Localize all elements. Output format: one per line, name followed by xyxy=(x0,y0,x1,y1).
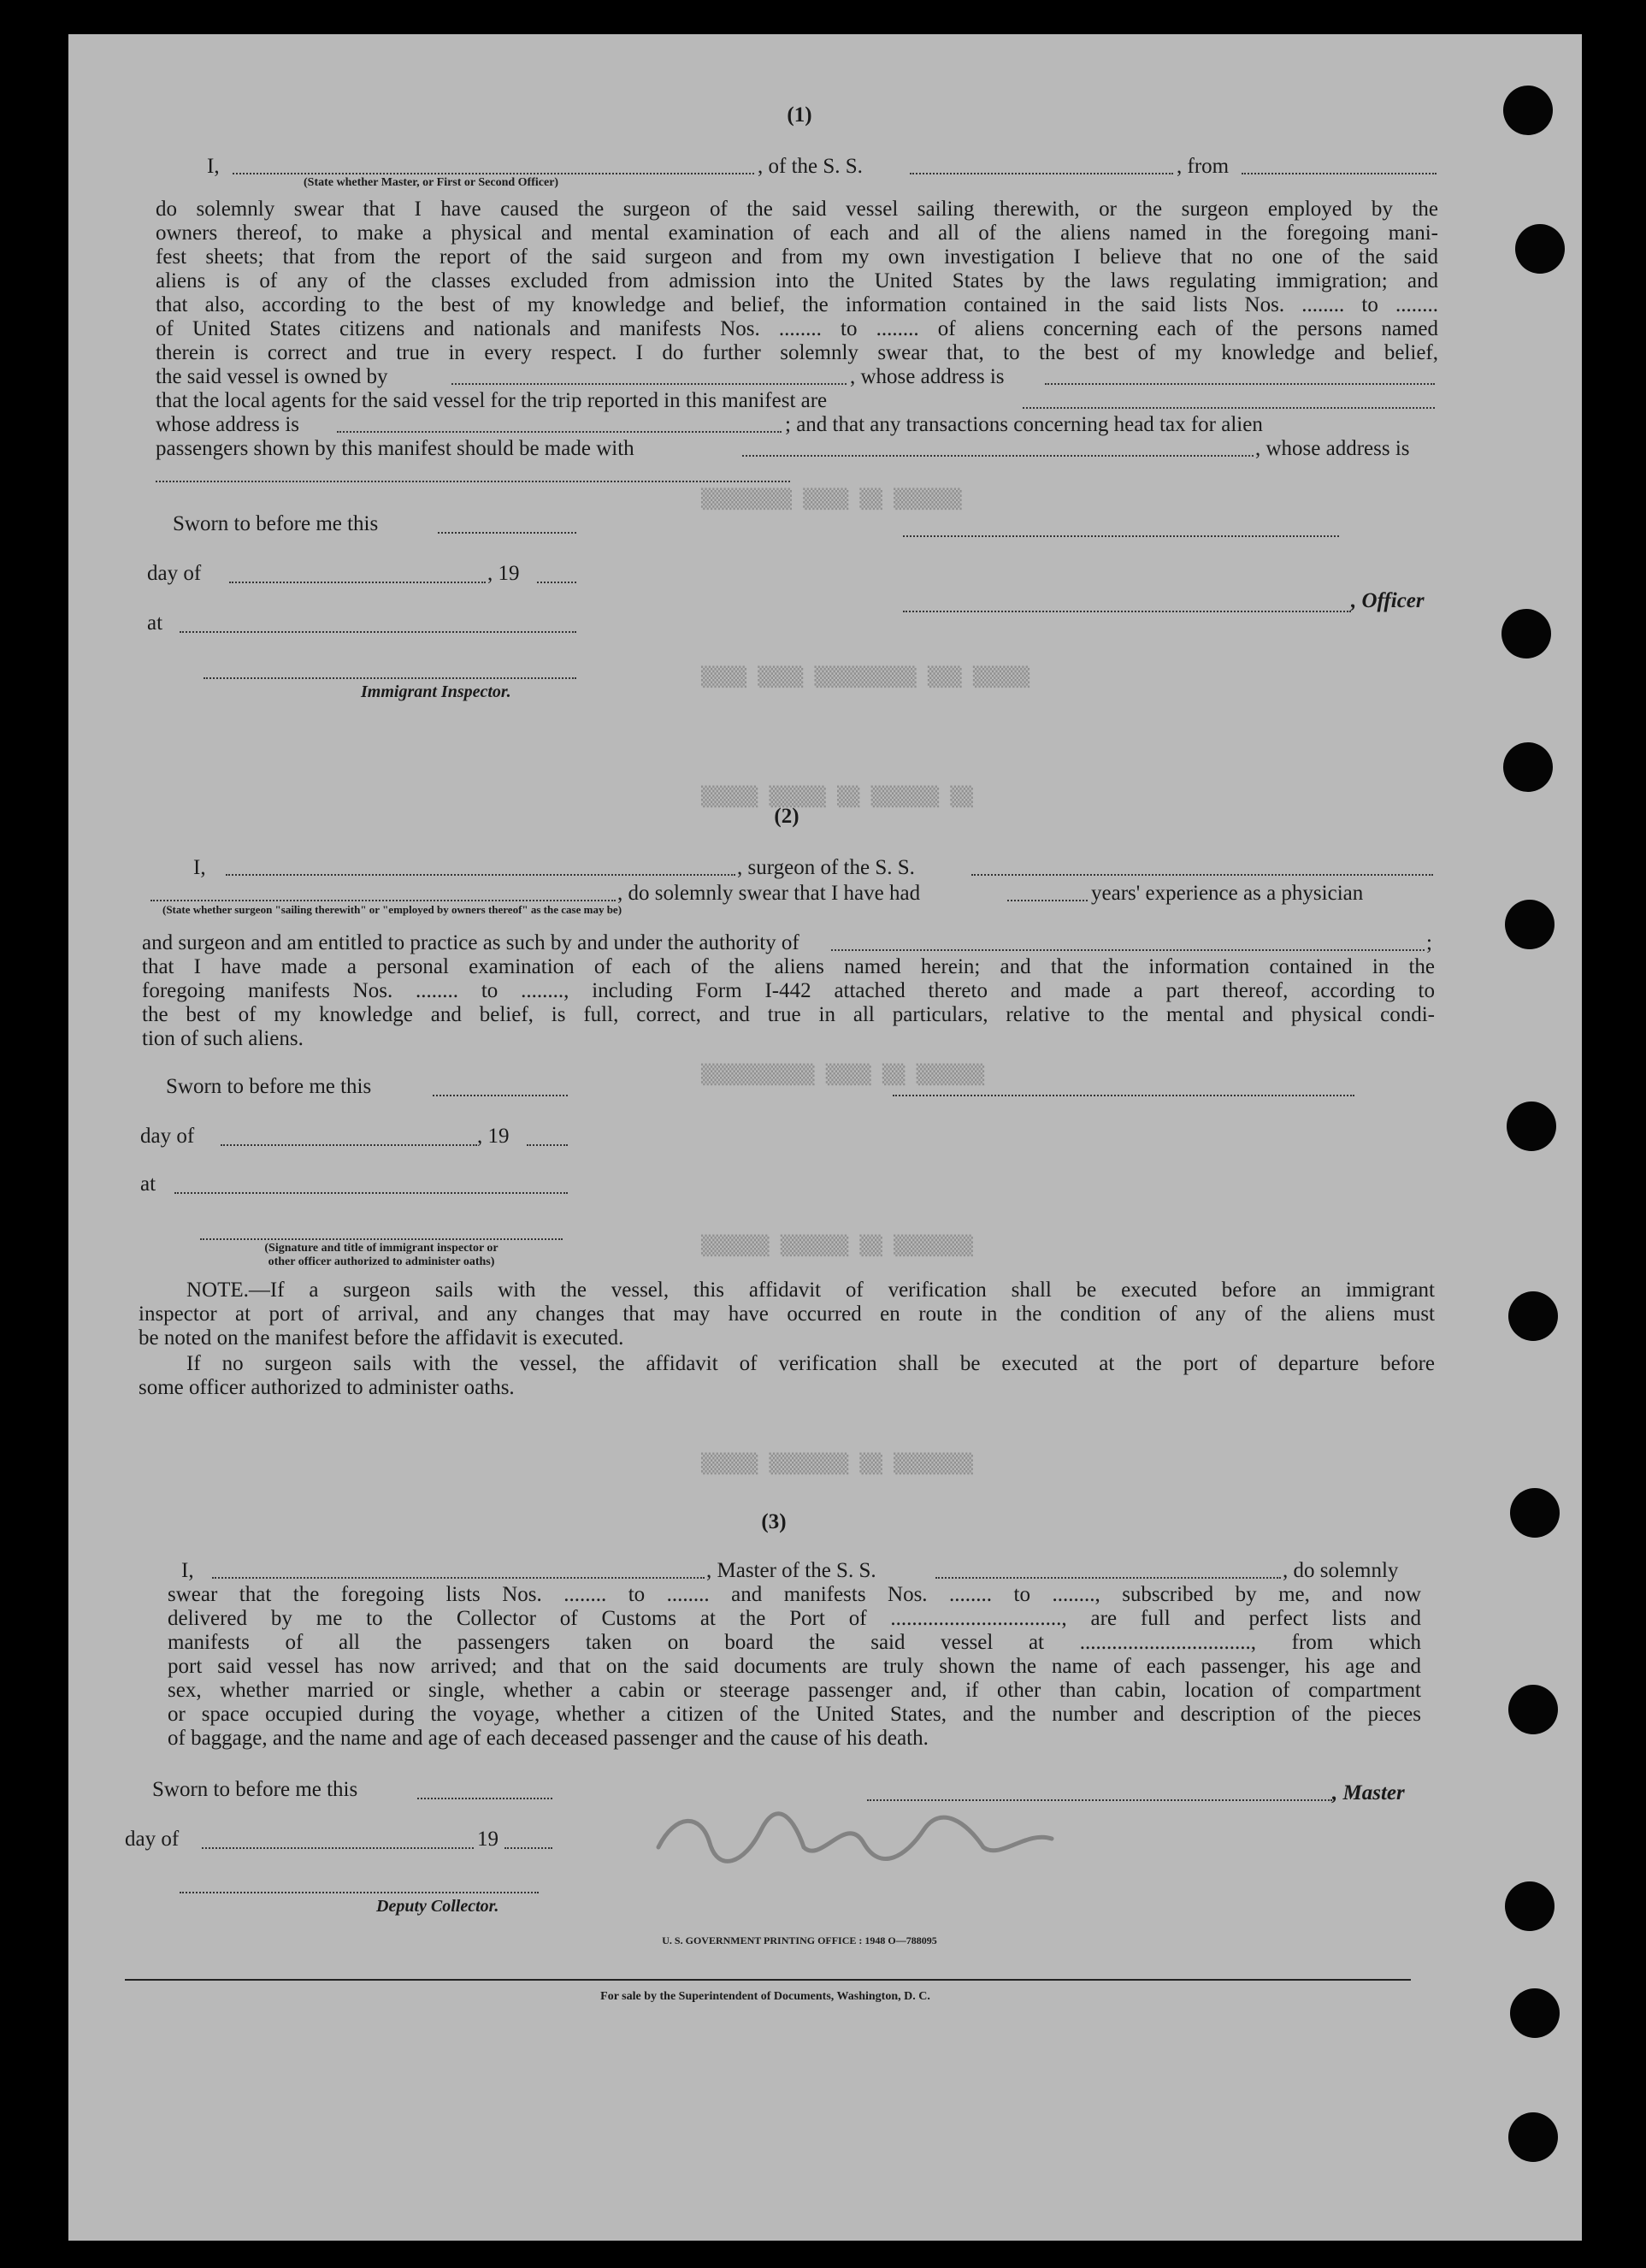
bleed-through: ▒▒▒▒▒▒▒▒ ▒▒▒▒ ▒▒ ▒▒▒▒▒▒ xyxy=(701,489,962,511)
punch-hole xyxy=(1507,1102,1556,1151)
punch-hole xyxy=(1505,1881,1555,1931)
note-line: inspector at port of arrival, and any changes that may have occurred en route in the condition of any of the aliens must xyxy=(139,1302,1435,1326)
sworn-label: Sworn to before me this xyxy=(166,1075,372,1098)
sworn-label: Sworn to before me this xyxy=(152,1778,358,1801)
section-1-heading: (1) xyxy=(787,103,812,127)
head-tax-address-blank[interactable] xyxy=(156,481,790,482)
year-prefix: , 19 xyxy=(487,562,520,585)
note-2-line: If no surgeon sails with the vessel, the affidavit of verification shall be executed at the port of departure before xyxy=(186,1352,1435,1375)
oath-3-line: manifests of all the passengers taken on board the said vessel at ................................, from which xyxy=(168,1631,1421,1654)
authority-semicolon: ; xyxy=(1426,931,1432,954)
bleed-through: ▒▒▒▒▒ ▒▒▒▒▒ ▒▒ ▒▒▒▒▒▒ ▒▒ xyxy=(701,787,973,808)
officer-rank-blank[interactable] xyxy=(233,173,754,174)
agent-address-label: whose address is xyxy=(156,413,300,436)
deputy-collector-label: Deputy Collector. xyxy=(376,1897,499,1916)
bleed-through: ▒▒▒▒ ▒▒▒▒ ▒▒▒▒▒▒▒▒▒ ▒▒▒ ▒▒▒▒▒ xyxy=(701,667,1030,688)
sworn-month-blank[interactable] xyxy=(221,1144,477,1146)
year-prefix: 19 xyxy=(477,1828,499,1851)
oath-1-line: aliens is of any of the classes excluded from admission into the United States by the laws regulating immigration; and xyxy=(156,269,1438,292)
sworn-place-blank[interactable] xyxy=(180,631,576,633)
note-2-line-last: some officer authorized to administer oaths. xyxy=(139,1376,515,1399)
officer-signature-blank[interactable] xyxy=(903,611,1351,612)
punch-hole xyxy=(1508,1291,1558,1341)
head-tax-text: ; and that any transactions concerning head tax for alien xyxy=(785,413,1263,436)
officer-caption: (State whether Master, or First or Second Officer) xyxy=(304,176,559,189)
day-of-label: day of xyxy=(125,1828,180,1851)
day-of-label: day of xyxy=(140,1125,195,1148)
for-sale-notice: For sale by the Superintendent of Documents, Washington, D. C. xyxy=(600,1990,930,2003)
punch-hole xyxy=(1501,609,1551,659)
punch-hole xyxy=(1505,900,1555,949)
section-2-heading: (2) xyxy=(774,805,799,828)
from-port-blank[interactable] xyxy=(1242,173,1437,174)
at-label: at xyxy=(147,611,163,635)
master-of-ss-label: , Master of the S. S. xyxy=(706,1559,876,1582)
oath-1-line: of United States citizens and nationals and manifests Nos. ........ to ........ of aliens concerning each of the persons named xyxy=(156,317,1438,340)
officer-signature-top-blank[interactable] xyxy=(903,535,1339,537)
punch-hole xyxy=(1515,224,1565,274)
handwritten-signature xyxy=(650,1796,1060,1873)
inspector-signature-top-blank[interactable] xyxy=(893,1095,1354,1096)
years-experience-text: years' experience as a physician xyxy=(1091,882,1364,905)
punch-hole xyxy=(1508,2112,1558,2162)
oath-2-pronoun: I, xyxy=(193,856,206,879)
sworn-year-blank[interactable] xyxy=(537,582,576,583)
signature-caption: other officer authorized to administer oaths) xyxy=(268,1255,495,1268)
punch-hole xyxy=(1503,742,1553,792)
oath-3-pronoun: I, xyxy=(181,1559,194,1582)
sworn-month-blank[interactable] xyxy=(229,582,486,583)
sworn-place-blank[interactable] xyxy=(174,1192,568,1194)
officer-label: , Officer xyxy=(1351,589,1425,612)
agents-blank[interactable] xyxy=(1023,407,1435,409)
day-of-label: day of xyxy=(147,562,202,585)
surgeon-vessel-blank[interactable] xyxy=(971,874,1433,876)
sworn-day-blank[interactable] xyxy=(417,1798,552,1799)
at-label: at xyxy=(140,1172,156,1196)
years-experience-blank[interactable] xyxy=(1007,900,1088,901)
sworn-month-blank[interactable] xyxy=(202,1847,474,1849)
oath-3-line: or space occupied during the voyage, whether a citizen of the United States, and the number and description of the pieces xyxy=(168,1703,1421,1726)
bleed-through: ▒▒▒▒▒▒ ▒▒▒▒▒▒ ▒▒ ▒▒▒▒▒▒▒ xyxy=(701,1236,973,1257)
bleed-through: ▒▒▒▒▒▒▒▒▒▒ ▒▒▒▒ ▒▒ ▒▒▒▒▒▒ xyxy=(701,1065,985,1086)
sworn-day-blank[interactable] xyxy=(438,532,576,534)
oath-2-line: the best of my knowledge and belief, is full, correct, and true in all particulars, relative to the mental and physical condi- xyxy=(142,1003,1435,1026)
head-tax-address-label: , whose address is xyxy=(1255,437,1410,460)
footer-rule xyxy=(125,1979,1411,1981)
of-ss-label: , of the S. S. xyxy=(758,155,863,178)
agent-address-blank[interactable] xyxy=(337,431,782,433)
signature-caption: (Signature and title of immigrant inspector or xyxy=(264,1242,499,1255)
owned-by-label: the said vessel is owned by xyxy=(156,365,388,388)
owner-address-blank[interactable] xyxy=(1045,383,1435,385)
oath-1-line: fest sheets; that from the report of the said surgeon and from my own investigation I believe that no one of the said xyxy=(156,245,1438,269)
sworn-day-blank[interactable] xyxy=(433,1095,568,1096)
master-label: , Master xyxy=(1332,1781,1405,1804)
punch-hole xyxy=(1508,1685,1558,1734)
solemnly-swear-text: , do solemnly swear that I have had xyxy=(617,882,921,905)
do-solemnly-text: , do solemnly xyxy=(1283,1559,1399,1582)
head-tax-agent-blank[interactable] xyxy=(742,455,1254,457)
master-name-blank[interactable] xyxy=(212,1577,705,1579)
sworn-year-blank[interactable] xyxy=(504,1847,552,1849)
bleed-through: ▒▒▒▒▒ ▒▒▒▒▒▒▒ ▒▒ ▒▒▒▒▒▒▒ xyxy=(701,1454,973,1475)
sworn-year-blank[interactable] xyxy=(527,1144,568,1146)
oath-3-line: delivered by me to the Collector of Customs at the Port of ................................, are full and perfect lists and xyxy=(168,1607,1421,1630)
agents-label: that the local agents for the said vessel for the trip reported in this manifest are xyxy=(156,389,828,412)
owner-blank[interactable] xyxy=(451,383,847,385)
master-vessel-blank[interactable] xyxy=(935,1577,1281,1579)
note-line-last: be noted on the manifest before the affidavit is executed. xyxy=(139,1326,624,1350)
oath-1-line: that also, according to the best of my knowledge and belief, the information contained in the said lists Nos. ........ to ........ xyxy=(156,293,1438,316)
surgeon-status-blank[interactable] xyxy=(150,900,616,901)
oath-1-line: owners thereof, to make a physical and mental examination of each and all of the aliens named in the foregoing mani- xyxy=(156,221,1438,245)
oath-3-line-last: of baggage, and the name and age of each deceased passenger and the cause of his death. xyxy=(168,1727,929,1750)
sworn-label: Sworn to before me this xyxy=(173,512,379,535)
oath-3-line: swear that the foregoing lists Nos. ........ to ........ and manifests Nos. ........ to ........, subscribed by me, and now xyxy=(168,1583,1421,1606)
oath-3-line: sex, whether married or single, whether a cabin or steerage passenger and, if other than cabin, location of compartment xyxy=(168,1679,1421,1702)
immigrant-inspector-label: Immigrant Inspector. xyxy=(361,682,511,701)
vessel-name-blank[interactable] xyxy=(910,173,1173,174)
year-prefix: , 19 xyxy=(477,1125,510,1148)
oath-1-line: do solemnly swear that I have caused the surgeon of the said vessel sailing therewith, or the surgeon employed by the xyxy=(156,198,1438,221)
oath-2-line: that I have made a personal examination of each of the aliens named herein; and that the information contained in the xyxy=(142,955,1435,978)
surgeon-caption: (State whether surgeon "sailing therewith" or "employed by owners thereof" as the case may be) xyxy=(162,903,622,916)
note-line: NOTE.—If a surgeon sails with the vessel, this affidavit of verification shall be executed before an immigrant xyxy=(186,1279,1435,1302)
authority-blank[interactable] xyxy=(831,949,1425,951)
authority-label: and surgeon and am entitled to practice as such by and under the authority of xyxy=(142,931,799,954)
surgeon-name-blank[interactable] xyxy=(226,874,735,876)
oath-1-line: therein is correct and true in every respect. I do further solemnly swear that, to the best of my knowledge and belief, xyxy=(156,341,1438,364)
section-3-heading: (3) xyxy=(761,1510,787,1533)
passengers-label: passengers shown by this manifest should be made with xyxy=(156,437,634,460)
owner-address-label: , whose address is xyxy=(850,365,1005,388)
oath-3-line: port said vessel has now arrived; and that on the said documents are truly shown the name of each passenger, his age and xyxy=(168,1655,1421,1678)
oath-1-pronoun: I, xyxy=(207,155,220,178)
surgeon-of-ss-label: , surgeon of the S. S. xyxy=(737,856,915,879)
oath-2-line: foregoing manifests Nos. ........ to ........, including Form I-442 attached thereto and made a part thereof, according to xyxy=(142,979,1435,1002)
oath-2-line-last: tion of such aliens. xyxy=(142,1027,304,1050)
authorized-officer-signature-blank[interactable] xyxy=(200,1238,563,1240)
from-label: , from xyxy=(1177,155,1230,178)
gpo-imprint: U. S. GOVERNMENT PRINTING OFFICE : 1948 O—788095 xyxy=(662,1934,937,1946)
